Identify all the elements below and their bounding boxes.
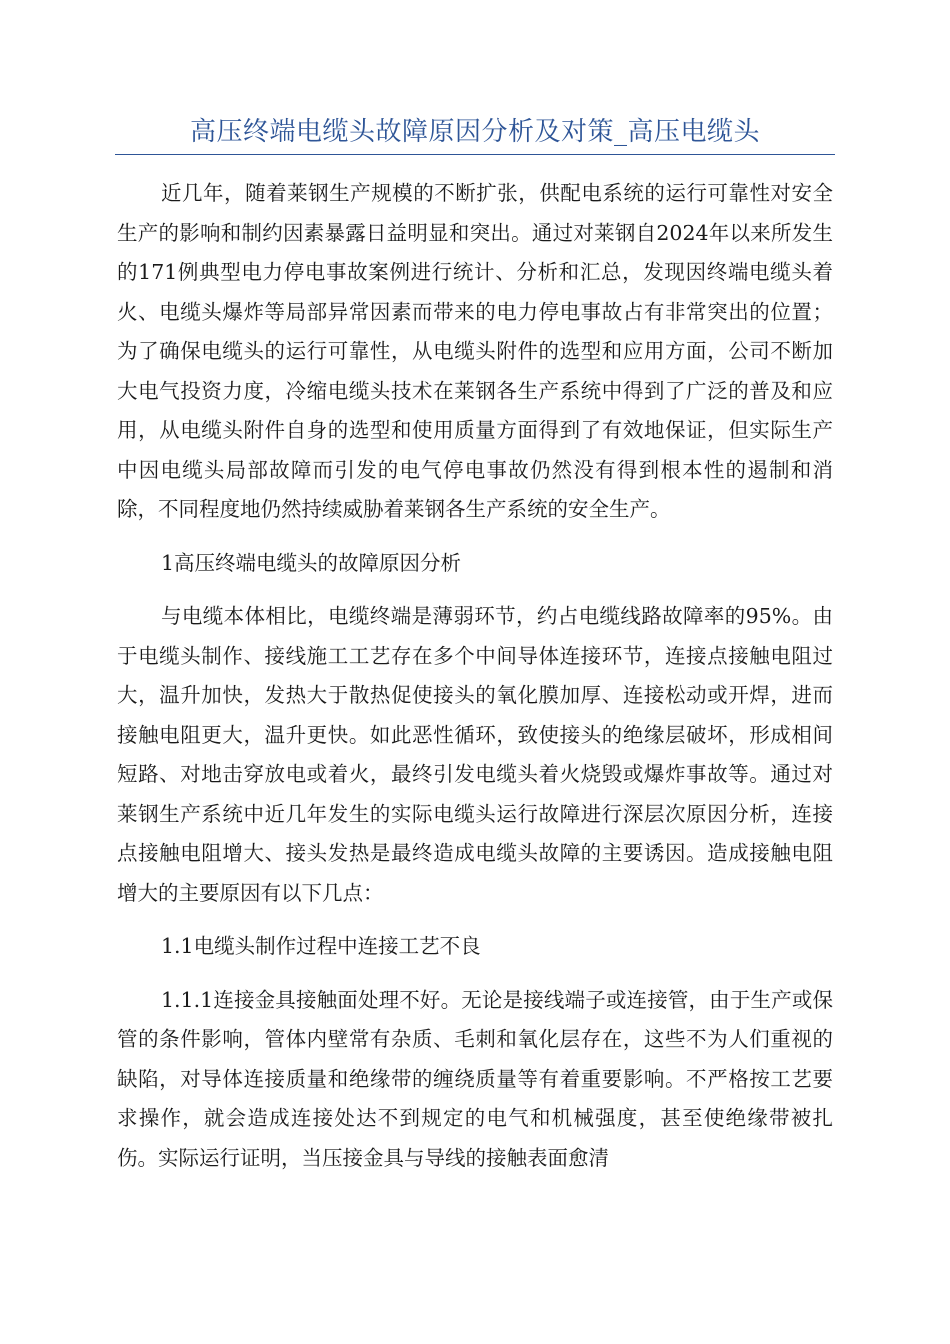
analysis-paragraph: 与电缆本体相比，电缆终端是薄弱环节，约占电缆线路故障率的95%。由于电缆头制作、接线施工工艺存在多个中间导体连接环节，连接点接触电阻过大，温升加快，发热大于散热促使接头的氧化膜加厚、连接松动或开焊，进而接触电阻更大，温升更快。如此恶性循环，致使接头的绝缘层破坏，形成相间短路、对地击穿放电或着火，最终引发电缆头着火烧毁或爆炸事故等。通过对莱钢生产系统中近几年发生的实际电缆头运行故障进行深层次原因分析，连接点接触电阻增大、接头发热是最终造成电缆头故障的主要诱因。造成接触电阻增大的主要原因有以下几点： xyxy=(117,604,833,905)
intro-paragraph: 近几年，随着莱钢生产规模的不断扩张，供配电系统的运行可靠性对安全生产的影响和制约因素暴露日益明显和突出。通过对莱钢自2024年以来所发生的171例典型电力停电事故案例进行统计、分析和汇总，发现因终端电缆头着火、电缆头爆炸等局部异常因素而带来的电力停电事故占有非常突出的位置；为了确保电缆头的运行可靠性，从电缆头附件的选型和应用方面，公司不断加大电气投资力度，冷缩电缆头技术在莱钢各生产系统中得到了广泛的普及和应用，从电缆头附件自身的选型和使用质量方面得到了有效地保证，但实际生产中因电缆头局部故障而引发的电气停电事故仍然没有得到根本性的遏制和消除，不同程度地仍然持续威胁着莱钢各生产系统的安全生产。 xyxy=(117,181,833,521)
document-title: 高压终端电缆头故障原因分析及对策_高压电缆头 xyxy=(189,117,760,147)
subsection-heading-1-1: 1.1电缆头制作过程中连接工艺不良 xyxy=(161,934,481,958)
title-underline xyxy=(115,154,835,155)
subsection-paragraph-1-1-1: 1.1.1连接金具接触面处理不好。无论是接线端子或连接管，由于生产或保管的条件影响，管体内壁常有杂质、毛刺和氧化层存在，这些不为人们重视的缺陷，对导体连接质量和绝缘带的缠绕质量等有着重要影响。不严格按工艺要求操作，就会造成连接处达不到规定的电气和机械强度，甚至使绝缘带被扎伤。实际运行证明，当压接金具与导线的接触表面愈清 xyxy=(117,987,833,1170)
document-body xyxy=(117,174,833,1192)
section-heading-1: 1高压终端电缆头的故障原因分析 xyxy=(161,550,462,575)
